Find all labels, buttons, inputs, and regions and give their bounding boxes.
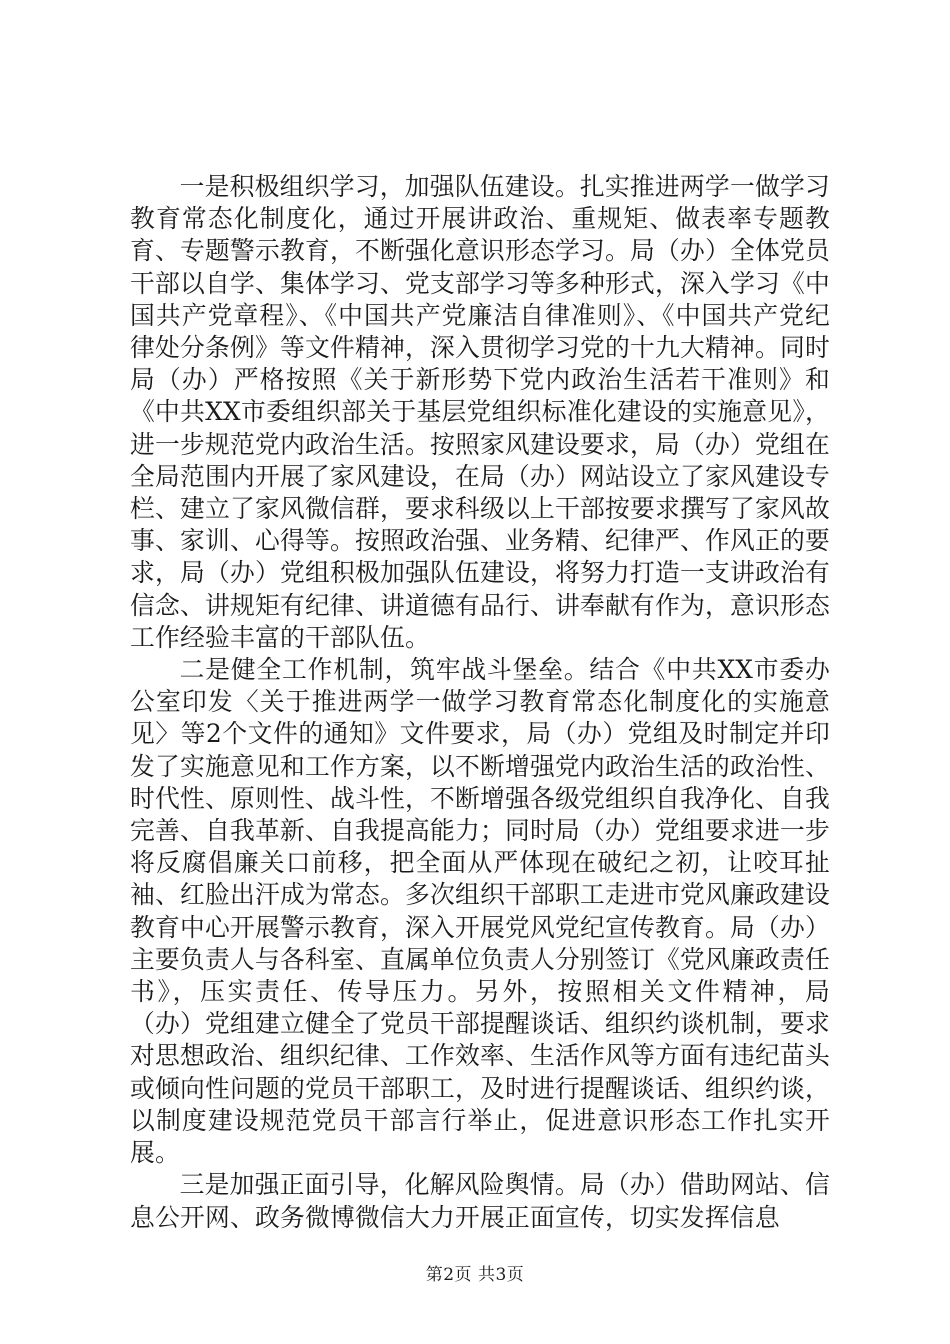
paragraph-1: 一是积极组织学习，加强队伍建设。扎实推进两学一做学习教育常态化制度化，通过开展讲政治、重规矩、做表率专题教育、专题警示教育，不断强化意识形态学习。局（办）全体党员干部以自学、集体学习、党支部学习等多种形式，深入学习《中国共产党章程》、《中国共产党廉洁自律准则》、《中国共产党纪律处分条例》等文件精神，深入贯彻学习党的十九大精神。同时局（办）严格按照《关于新形势下党内政治生活若干准则》和《中共XX市委组织部关于基层党组织标准化建设的实施意见》，进一步规范党内政治生活。按照家风建设要求，局（办）党组在全局范围内开展了家风建设，在局（办）网站设立了家风建设专栏、建立了家风微信群，要求科级以上干部按要求撰写了家风故事、家训、心得等。按照政治强、业务精、纪律严、作风正的要求，局（办）党组积极加强队伍建设，将努力打造一支讲政治有信念、讲规矩有纪律、讲道德有品行、讲奉献有作为，意识形态工作经验丰富的干部队伍。 [130, 172, 830, 652]
paragraph-2: 二是健全工作机制，筑牢战斗堡垒。结合《中共XX市委办公室印发〈关于推进两学一做学习教育常态化制度化的实施意见〉等2个文件的通知》文件要求，局（办）党组及时制定并印发了实施意见和工作方案，以不断增强党内政治生活的政治性、时代性、原则性、战斗性，不断增强各级党组织自我净化、自我完善、自我革新、自我提高能力；同时局（办）党组要求进一步将反腐倡廉关口前移，把全面从严体现在破纪之初，让咬耳扯袖、红脸出汗成为常态。多次组织干部职工走进市党风廉政建设教育中心开展警示教育，深入开展党风党纪宣传教育。局（办）主要负责人与各科室、直属单位负责人分别签订《党风廉政责任书》，压实责任、传导压力。另外，按照相关文件精神，局（办）党组建立健全了党员干部提醒谈话、组织约谈机制，要求对思想政治、组织纪律、工作效率、生活作风等方面有违纪苗头或倾向性问题的党员干部职工，及时进行提醒谈话、组织约谈，以制度建设规范党员干部言行举止，促进意识形态工作扎实开展。 [130, 655, 830, 1168]
paragraph-3: 三是加强正面引导，化解风险舆情。局（办）借助网站、信息公开网、政务微博微信大力开展正面宣传，切实发挥信息 [130, 1170, 830, 1232]
page-footer [0, 1265, 950, 1285]
page-number-label: 第2页 共3页 [425, 1265, 525, 1285]
document-body [130, 171, 830, 1234]
